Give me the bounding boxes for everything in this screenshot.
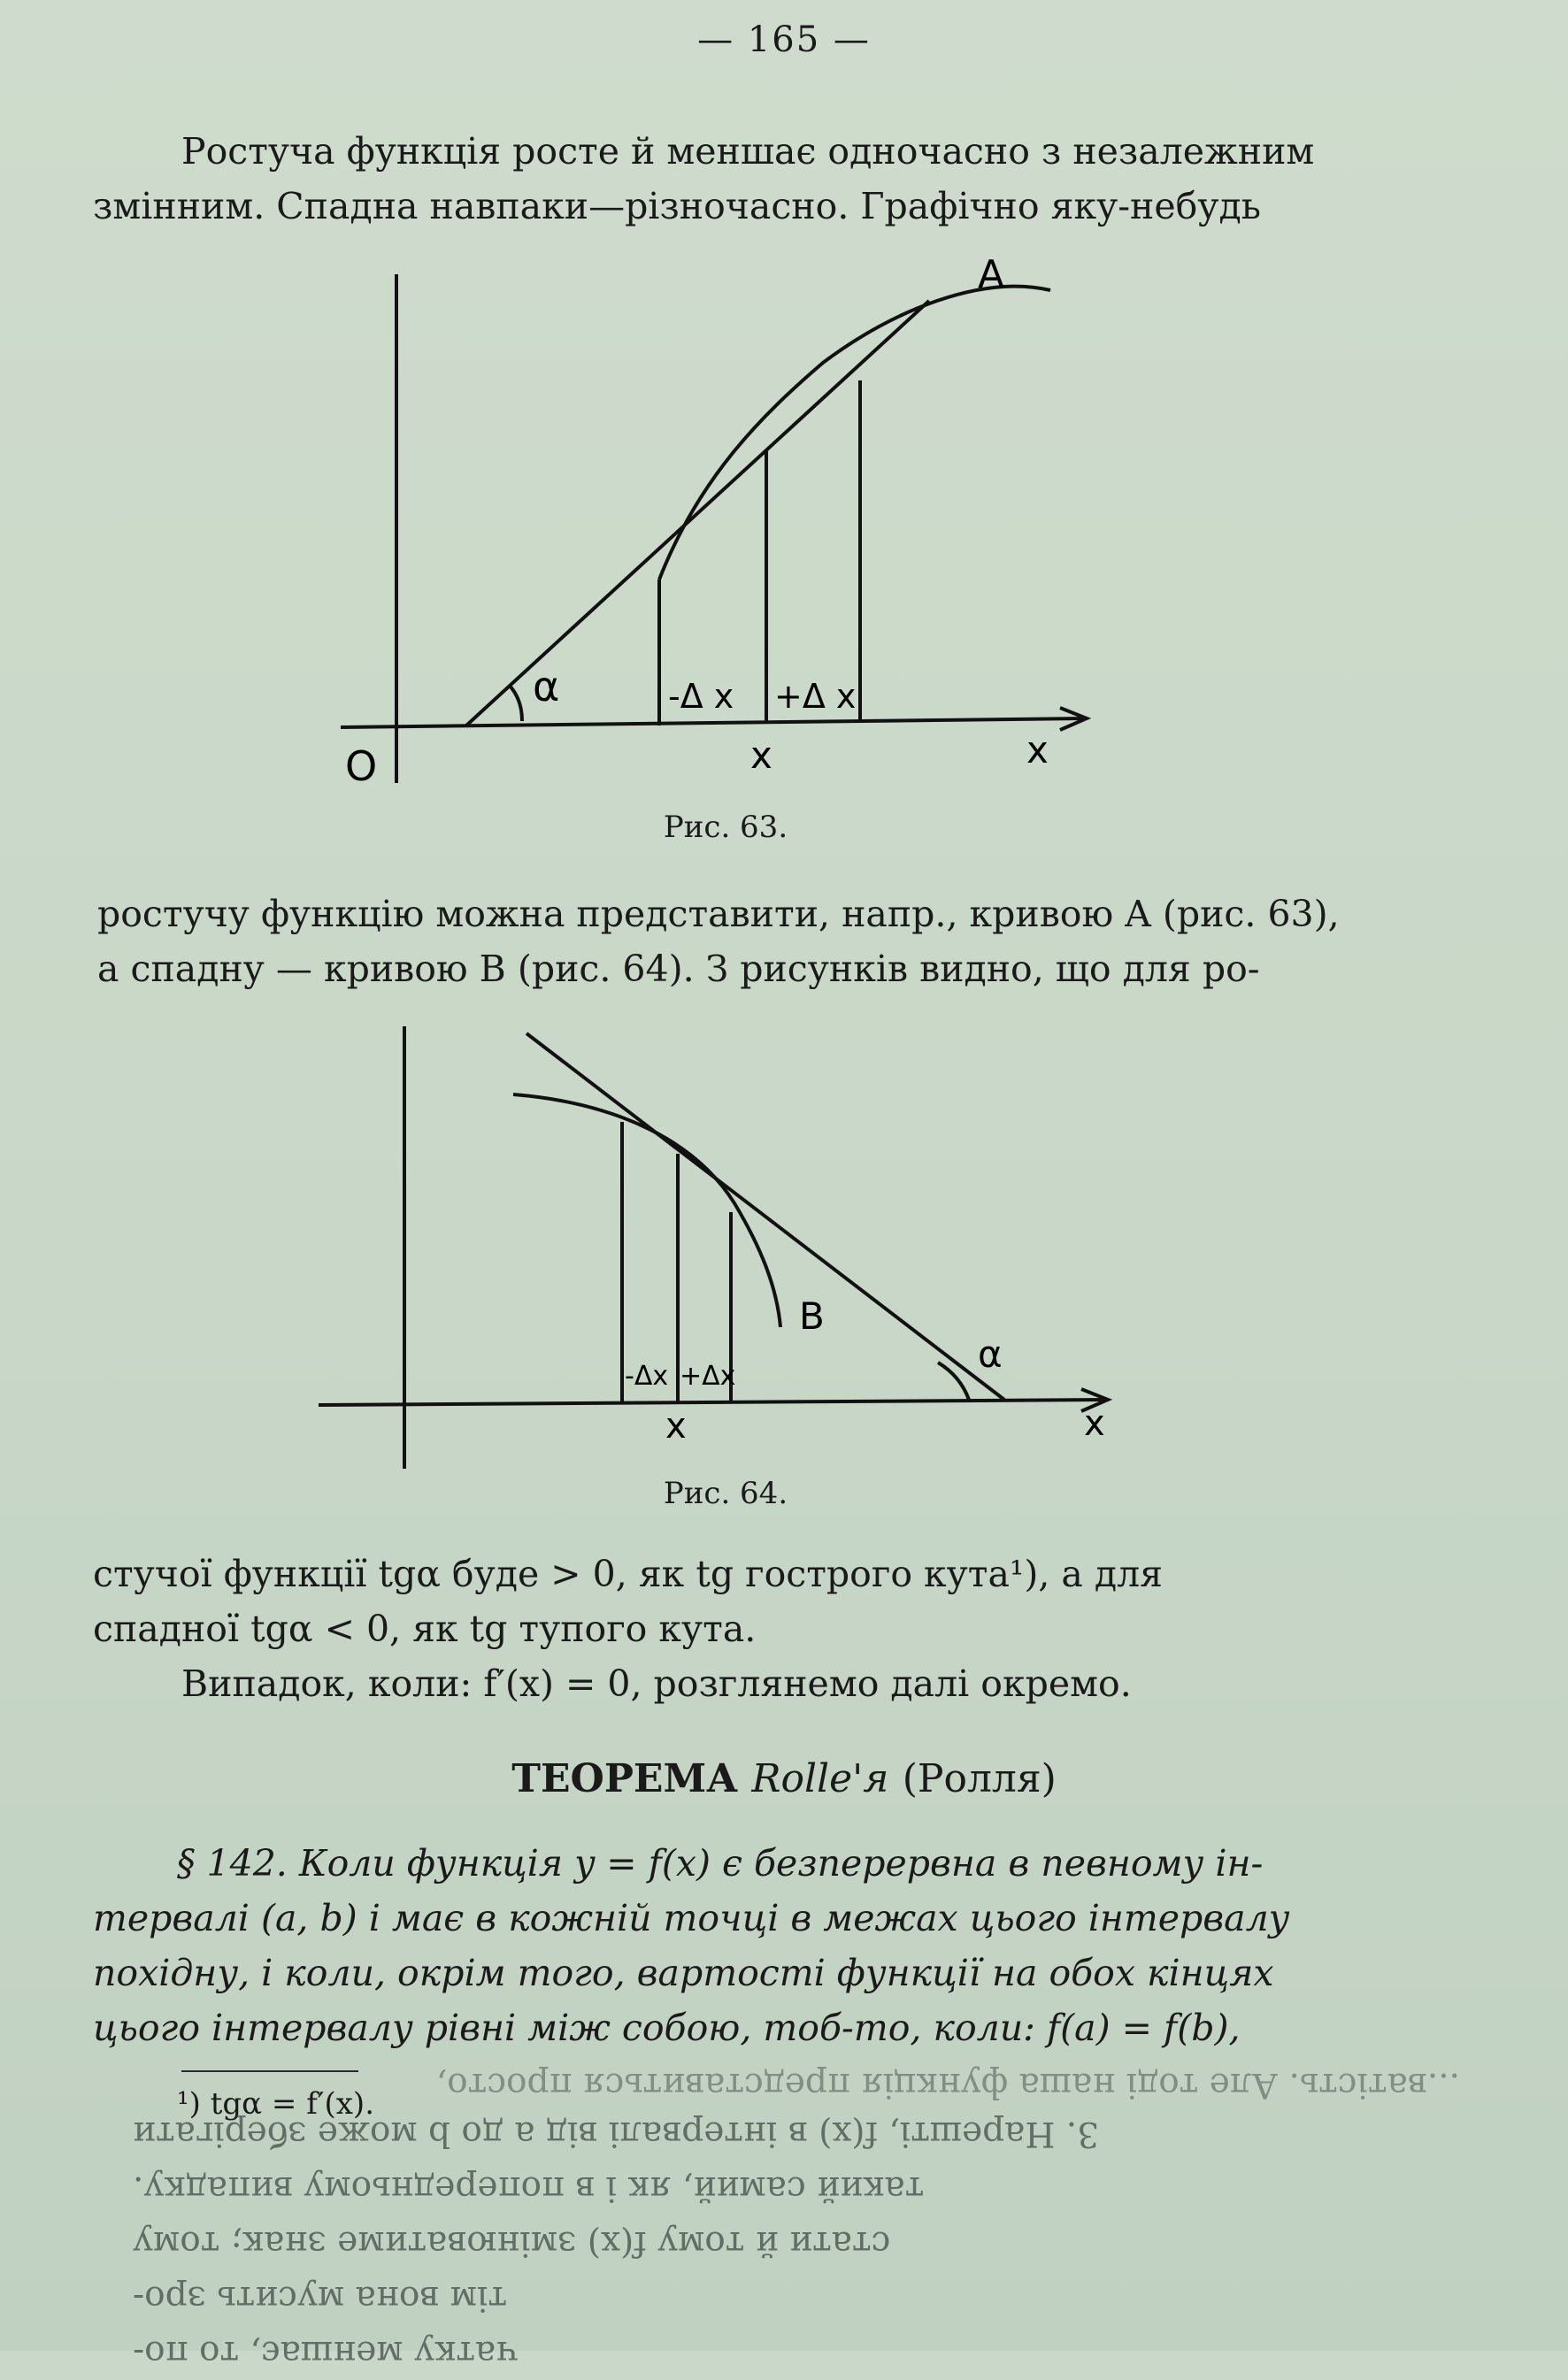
text-line: змінним. Спадна навпаки—різночасно. Графічно яку-небудь: [93, 185, 1262, 227]
bleed-line: стати й тому f(x) змінюватиме знак; тому: [133, 2223, 891, 2263]
text-line: Випадок, коли: f′(x) = 0, розглянемо далі окремо.: [181, 1662, 1132, 1705]
bleed-through-text-top: [133, 2057, 1460, 2112]
bleed-line: 3. Нарешті, f(x) в інтервалі від a до b може зберігати: [133, 2114, 1099, 2154]
section-142: [93, 1836, 1349, 2055]
plus-dx-label: +Δx: [680, 1361, 736, 1392]
curve-a-label: A: [978, 252, 1005, 297]
text-line: § 142. Коли функція y = f(x) є безперервна в певному ін-: [177, 1842, 1264, 1885]
curve-b: [513, 1094, 780, 1327]
theorem-title-bold: ТЕОРЕМА: [511, 1756, 738, 1801]
x-point-label: x: [750, 733, 772, 777]
bleed-line: ...ватість. Але тоді наша функція представиться просто,: [435, 2065, 1460, 2105]
text-line: спадної tgα < 0, як tg тупого кута.: [93, 1608, 757, 1650]
bleed-through-text: [133, 2106, 1460, 2380]
plus-dx-label: +Δ x: [774, 677, 857, 716]
paragraph-tangent-sign: [93, 1547, 1349, 1711]
footnote: ¹) tgα = f′(x).: [177, 2086, 375, 2122]
origin-label: O: [345, 742, 378, 790]
bleed-line: такий самий, як і в попередньому випадку.: [133, 2169, 925, 2208]
text-line: похідну, і коли, окрім того, вартості функції на обох кінцях: [93, 1952, 1274, 1994]
text-line: тервалі (a, b) і має в кожній точці в межах цього інтервалу: [93, 1897, 1290, 1939]
bleed-line: чатку меншає, то по-: [133, 2333, 519, 2373]
figure-64-caption: Рис. 64.: [663, 1476, 788, 1511]
x-axis-label: x: [1026, 728, 1049, 772]
curve-b-label: B: [799, 1294, 825, 1338]
x-axis-label: x: [1084, 1403, 1105, 1444]
theorem-heading: [0, 1756, 1568, 1801]
bleed-line: тім вона мусить зро-: [133, 2278, 508, 2318]
text-line: стучої функції tgα буде > 0, як tg гострого кута¹), а для: [93, 1553, 1164, 1595]
text-line: а спадну — кривою B (рис. 64). З рисунків видно, що для ро-: [97, 948, 1260, 990]
text-line: цього інтервалу рівні між собою, тоб-то, коли: f(a) = f(b),: [93, 2007, 1241, 2049]
tangent-line: [527, 1033, 1004, 1400]
x-point-label: x: [665, 1406, 687, 1447]
minus-dx-label: -Δ x: [668, 677, 734, 716]
theorem-title-italic: Rolle'я: [751, 1756, 889, 1801]
angle-alpha-label: α: [978, 1332, 1003, 1376]
angle-alpha-label: α: [533, 663, 560, 710]
page-number: — 165 —: [697, 19, 871, 60]
text-line: Ростуча функція росте й меншає одночасно з незалежним: [181, 130, 1315, 173]
figure-63-caption: Рис. 63.: [663, 810, 788, 845]
minus-dx-label: -Δx: [625, 1361, 669, 1392]
text-line: ростучу функцію можна представити, напр., кривою A (рис. 63),: [97, 893, 1340, 935]
x-axis: [319, 1400, 1106, 1405]
theorem-title-paren: (Ролля): [902, 1756, 1057, 1801]
